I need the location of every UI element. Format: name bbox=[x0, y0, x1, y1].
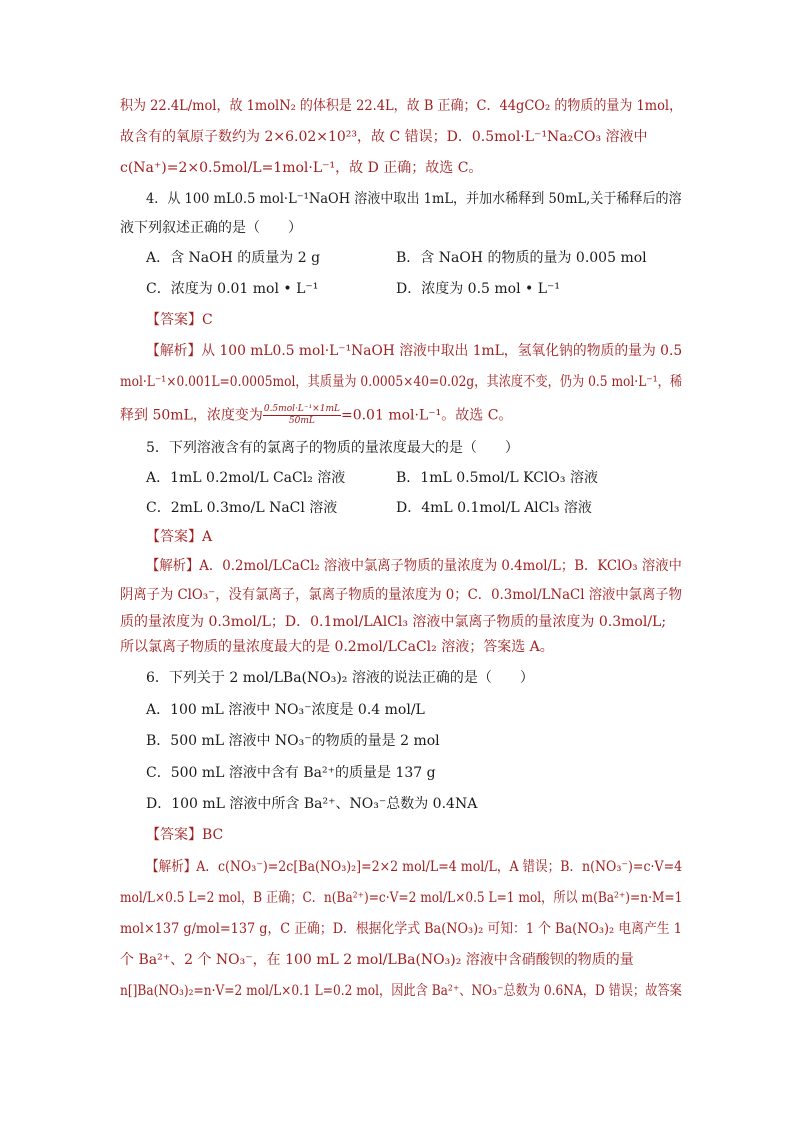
intro-line-3: c(Na⁺)=2×0.5mol/L=1mol·L⁻¹，故 D 正确；故选 C。 bbox=[120, 160, 483, 176]
q6-option-a: A．100 mL 溶液中 NO₃⁻浓度是 0.4 mol/L bbox=[146, 702, 425, 718]
q6-answer: 【答案】BC bbox=[146, 827, 224, 843]
q6-option-d: D．100 mL 溶液中所含 Ba²⁺、NO₃⁻总数为 0.4NA bbox=[146, 796, 478, 812]
q4-explanation-line-1: 【解析】从 100 mL0.5 mol·L⁻¹NaOH 溶液中取出 1mL，氢氧化钠的物质的量为 0.5 bbox=[146, 343, 683, 359]
q5-option-a: A．1mL 0.2mol/L CaCl₂ 溶液 bbox=[146, 470, 346, 486]
q4-stem-line-2: 液下列叙述正确的是（ ） bbox=[120, 220, 302, 236]
q5-explanation-line-2: 阴离子为 ClO₃⁻，没有氯离子，氯离子物质的量浓度为 0；C．0.3mol/LNaCl 溶液中氯离子物 bbox=[120, 587, 682, 603]
q4-explanation-line-2: mol·L⁻¹×0.001L=0.0005mol，其质量为 0.0005×40=0.02g，其浓度不变，仍为 0.5 mol·L⁻¹，稀 bbox=[120, 374, 683, 390]
q6-stem: 6．下列关于 2 mol/LBa(NO₃)₂ 溶液的说法正确的是（ ） bbox=[146, 670, 534, 686]
q6-explanation-line-3: mol×137 g/mol=137 g，C 正确；D．根据化学式 Ba(NO₃)₂ 可知：1 个 Ba(NO₃)₂ 电离产生 1 bbox=[120, 921, 682, 937]
q4-explanation-line-3-prefix: 释到 50mL，浓度变为 bbox=[120, 407, 263, 424]
q4-option-d: D．浓度为 0.5 mol • L⁻¹ bbox=[396, 281, 561, 297]
q5-stem: 5．下列溶液含有的氯离子的物质的量浓度最大的是（ ） bbox=[146, 440, 519, 456]
q4-explanation-line-3-suffix: =0.01 mol·L⁻¹。故选 C。 bbox=[340, 407, 513, 424]
q5-option-b: B．1mL 0.5mol/L KClO₃ 溶液 bbox=[396, 470, 598, 486]
q5-answer: 【答案】A bbox=[146, 529, 213, 545]
intro-line-2: 故含有的氧原子数约为 2×6.02×10²³，故 C 错误；D．0.5mol·L⁻¹Na₂CO₃ 溶液中 bbox=[120, 129, 648, 145]
q4-stem-line-1: 4．从 100 mL0.5 mol·L⁻¹NaOH 溶液中取出 1mL，并加水稀释到 50mL,关于稀释后的溶 bbox=[146, 191, 682, 207]
q5-explanation-line-1: 【解析】A．0.2mol/LCaCl₂ 溶液中氯离子物质的量浓度为 0.4mol/L；B．KClO₃ 溶液中 bbox=[146, 558, 682, 574]
q6-option-c: C．500 mL 溶液中含有 Ba²⁺的质量是 137 g bbox=[146, 765, 436, 781]
q5-option-c: C．2mL 0.3mo/L NaCl 溶液 bbox=[146, 500, 338, 516]
q4-answer: 【答案】C bbox=[146, 312, 213, 328]
intro-line-1: 积为 22.4L/mol，故 1molN₂ 的体积是 22.4L，故 B 正确；C．44gCO₂ 的物质的量为 1mol， bbox=[120, 98, 683, 114]
dilution-fraction bbox=[263, 404, 341, 427]
q4-option-a: A．含 NaOH 的质量为 2 g bbox=[146, 250, 321, 266]
q4-option-c: C．浓度为 0.01 mol • L⁻¹ bbox=[146, 281, 319, 297]
q5-explanation-line-3: 质的量浓度为 0.3mol/L；D．0.1mol/LAlCl₃ 溶液中氯离子物质的量浓度为 0.3mol/L; bbox=[120, 614, 667, 630]
q6-explanation-line-1: 【解析】A．c(NO₃⁻)=2c[Ba(NO₃)₂]=2×2 mol/L=4 mol/L，A 错误；B．n(NO₃⁻)=c·V=4 bbox=[146, 859, 683, 875]
q6-option-b: B．500 mL 溶液中 NO₃⁻的物质的量是 2 mol bbox=[146, 733, 440, 749]
q6-explanation-line-5: n[]Ba(NO₃)₂=n·V=2 mol/L×0.1 L=0.2 mol，因此含 Ba²⁺、NO₃⁻总数为 0.6NA，D 错误；故答案 bbox=[120, 983, 682, 999]
q5-option-d: D．4mL 0.1mol/L AlCl₃ 溶液 bbox=[396, 500, 592, 516]
q4-option-b: B．含 NaOH 的物质的量为 0.005 mol bbox=[396, 250, 647, 266]
q4-explanation-line-3 bbox=[120, 404, 512, 427]
fraction-denominator: 50mL bbox=[288, 416, 315, 426]
q6-explanation-line-2: mol/L×0.5 L=2 mol，B 正确；C．n(Ba²⁺)=c·V=2 mol/L×0.5 L=1 mol，所以 m(Ba²⁺)=n·M=1 bbox=[120, 890, 683, 906]
q5-explanation-line-4: 所以氯离子物质的量浓度最大的是 0.2mol/LCaCl₂ 溶液；答案选 A。 bbox=[120, 639, 554, 655]
q6-explanation-line-4: 个 Ba²⁺、2 个 NO₃⁻，在 100 mL 2 mol/LBa(NO₃)₂ 溶液中含硝酸钡的物质的量 bbox=[120, 952, 634, 968]
fraction-numerator: 0.5mol·L⁻¹×1mL bbox=[263, 404, 340, 414]
